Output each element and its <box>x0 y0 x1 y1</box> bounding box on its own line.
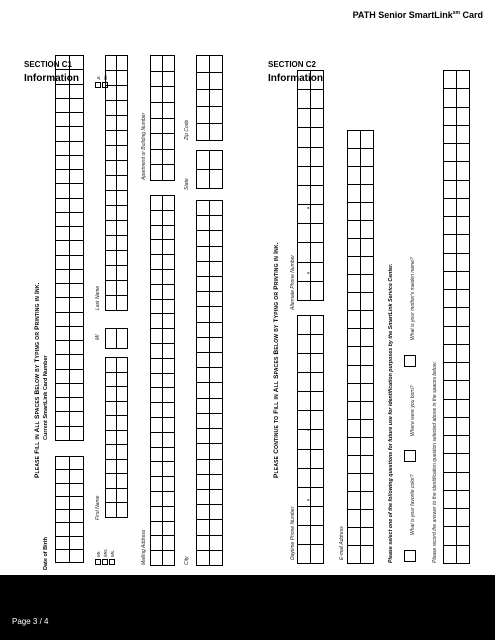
mi-label: MI <box>95 334 101 340</box>
title-ms[interactable]: Ms. <box>109 550 115 565</box>
q2-checkbox[interactable] <box>404 450 416 462</box>
last-name-label: Last Name <box>95 285 101 310</box>
suffix-sr[interactable]: Sr. <box>102 74 108 88</box>
last-name-grid[interactable] <box>105 55 128 311</box>
zip-label: Zip Code <box>184 119 190 140</box>
city-label: City <box>184 556 190 565</box>
answer-grid[interactable] <box>443 70 470 564</box>
phone-dash: - <box>307 425 310 434</box>
phone-dash: - <box>307 203 310 212</box>
zip-grid[interactable] <box>196 55 223 141</box>
card-number-grid[interactable] <box>55 55 84 441</box>
section-c1-label: SECTION C1 <box>24 60 73 69</box>
suffix-jr[interactable]: Jr. <box>95 75 101 88</box>
page-footer <box>0 575 495 640</box>
section-c1-subtitle: Information <box>24 73 79 84</box>
apartment-label: Apartment or Building Number <box>141 112 147 180</box>
apartment-grid[interactable] <box>150 55 175 181</box>
mi-grid[interactable] <box>105 328 128 349</box>
state-grid[interactable] <box>196 150 223 189</box>
c2-instruction: Please Continue to Fill in All Spaces Below by Typing or Printing in Ink. <box>273 242 280 478</box>
city-grid[interactable] <box>196 200 223 566</box>
page-title: PATH Senior SmartLink$^{sm}$ Card <box>352 10 483 20</box>
first-name-grid[interactable] <box>105 357 128 518</box>
q1-label: What is your favorite color? <box>410 474 416 535</box>
q1-checkbox[interactable] <box>404 550 416 562</box>
dob-grid[interactable] <box>55 456 84 563</box>
title-checkboxes[interactable]: Mr. <box>95 551 101 565</box>
email-grid[interactable] <box>347 130 374 564</box>
title-mrs[interactable]: Mrs. <box>102 548 108 565</box>
record-answer-label: Please record the answer to the identification question selected above in the spaces below: <box>432 361 438 563</box>
state-label: State <box>184 178 190 190</box>
select-question-text: Please select one of the following questions for future use for identification purposes by the SmartLink Service Center. <box>388 263 394 563</box>
alt-phone-grid[interactable] <box>297 70 324 301</box>
q3-checkbox[interactable] <box>404 355 416 367</box>
q3-label: What is your mother's maiden name? <box>410 257 416 340</box>
email-label: E-mail Address <box>339 526 345 560</box>
page-number: Page 3 / 4 <box>12 617 49 626</box>
daytime-phone-grid[interactable] <box>297 315 324 564</box>
mailing-grid[interactable] <box>150 195 175 566</box>
alt-phone-label: Alternate Phone Number <box>290 254 296 310</box>
section-c2-label: SECTION C2 <box>268 60 317 69</box>
first-name-label: First Name <box>95 495 101 520</box>
c1-instruction: Please Fill in All Spaces Below by Typing or Printing in Ink. <box>34 282 41 478</box>
section-c2-subtitle: Information <box>268 73 323 84</box>
daytime-phone-label: Daytime Phone Number <box>290 506 296 560</box>
q2-label: Where were you born? <box>410 385 416 436</box>
dob-label: Date of Birth <box>43 537 49 570</box>
mailing-label: Mailing Address <box>141 529 147 565</box>
phone-dash: - <box>307 495 310 504</box>
phone-dash: - <box>307 268 310 277</box>
card-number-label: Current SmartLink Card Number <box>43 355 49 440</box>
